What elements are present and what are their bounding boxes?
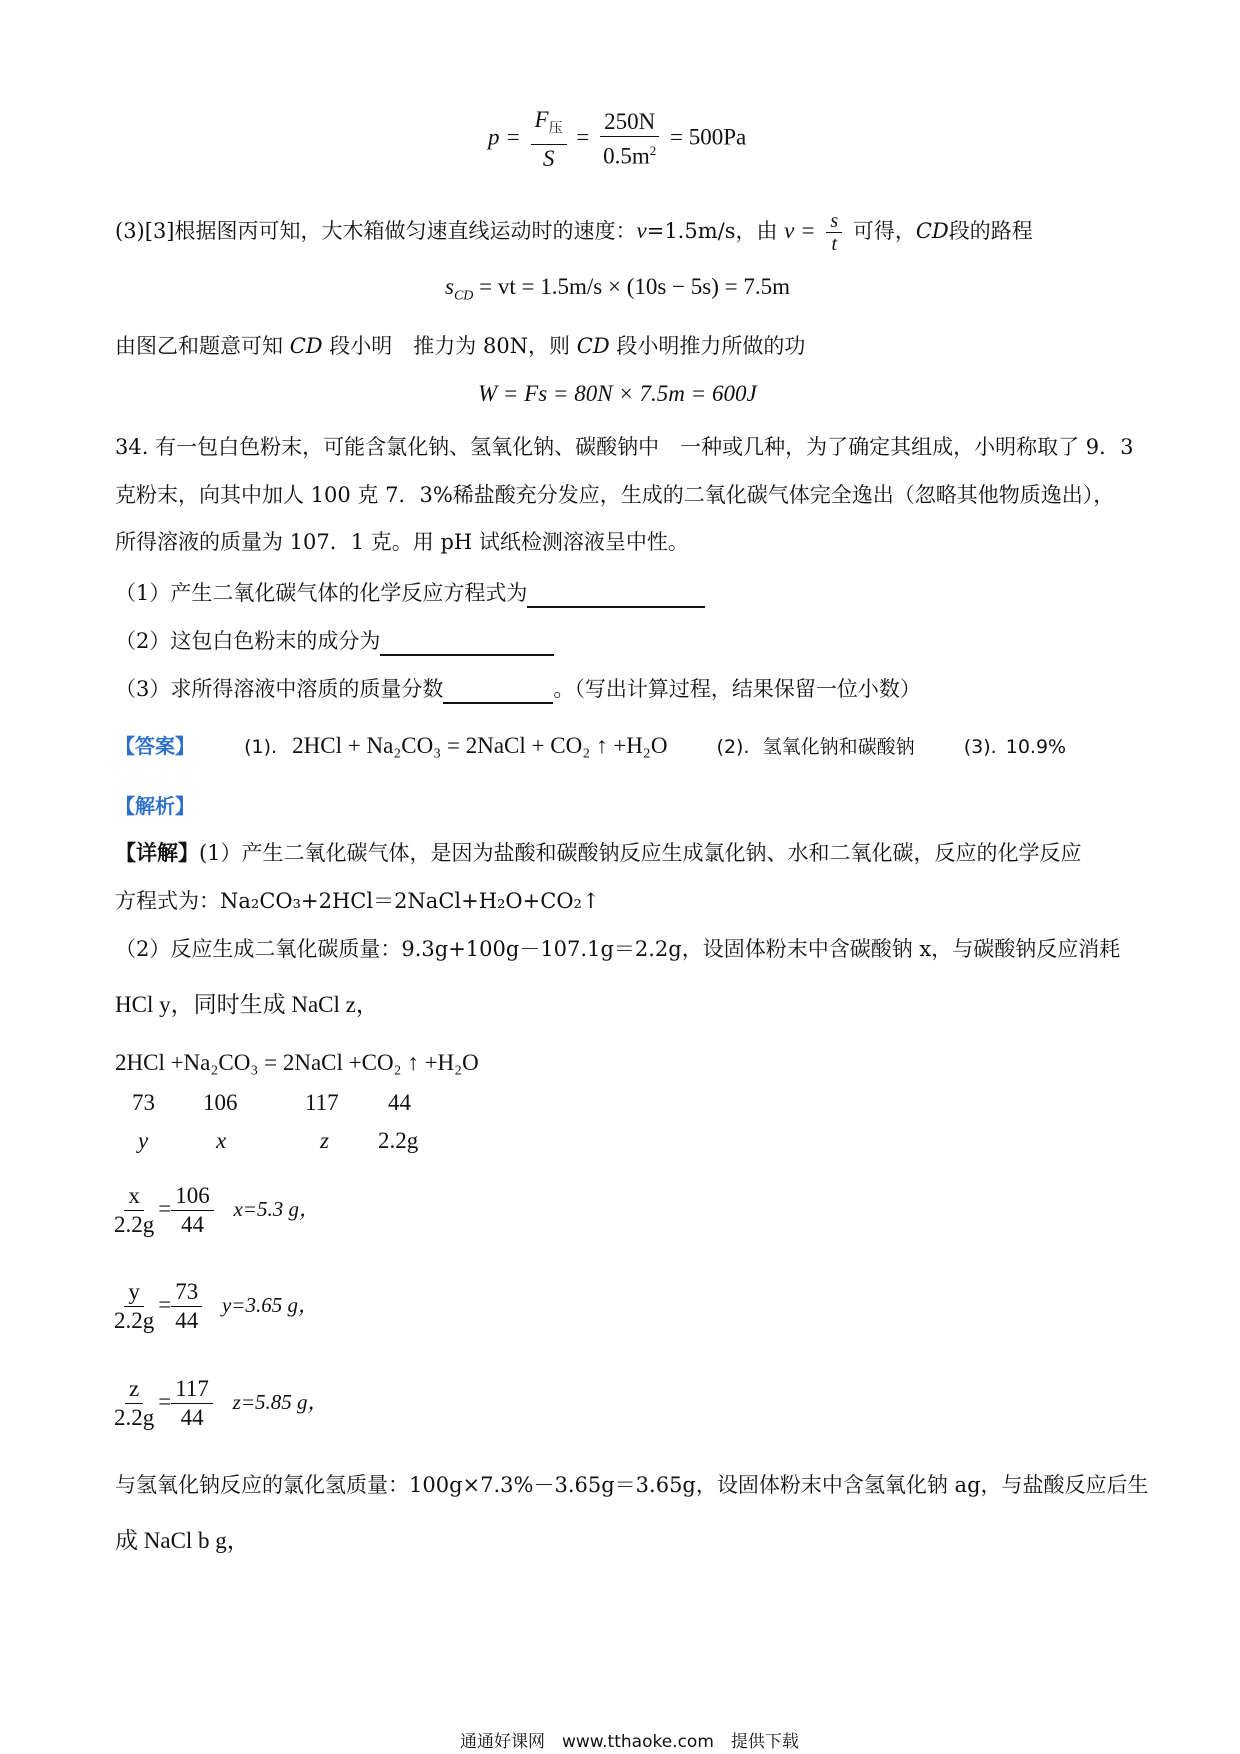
q34-sub2: （2）这包白色粉末的成分为	[115, 626, 554, 656]
answer-equation: 2HCl + Na₂CO₃ = 2NaCl + CO₂ ↑ +H₂O	[292, 733, 668, 758]
q34-sub3: （3）求所得溶液中溶质的质量分数 。（写出计算过程，结果保留一位小数）	[115, 674, 921, 704]
mass-row-2-item: 2.2g	[378, 1128, 419, 1153]
pressure-equation: p = $\frac{F_压}{S}$ = $\frac{250N}{0.5m^2}$ = 500Pa	[488, 107, 747, 171]
q34-stem-line1: 34. 有一包白色粉末，可能含氯化钠、氢氧化钠、碳酸钠中 一种或几种，为了确定其组成，小明称取了 9．3	[115, 435, 1134, 459]
q34-stem-line2: 克粉末，向其中加人 100 克 7．3%稀盐酸充分发应，生成的二氧化碳气体完全逸出（忽略其他物质逸出），	[115, 483, 1115, 507]
fraction-values: $\frac{250N}{0.5m^2}$	[599, 108, 660, 171]
mass-row-2-item: x	[216, 1128, 227, 1153]
answer-blank-3[interactable]	[443, 680, 553, 704]
q34-sub1: （1）产生二氧化碳气体的化学反应方程式为	[115, 578, 705, 608]
detail-tag: 【详解】	[115, 840, 199, 865]
mass-row-1-item: 106	[203, 1090, 238, 1115]
mass-row-2-item: y	[138, 1128, 149, 1153]
fraction-y: $\frac{y}{2.2g}$ = $\frac{73}{44}$ y=3.65 g，	[114, 1279, 319, 1333]
detail-line3: （2）反应生成二氧化碳质量：9.3g+100g－107.1g＝2.2g，设固体粉末中含碳酸钠 x，与碳酸钠反应消耗	[115, 937, 1121, 961]
detail-line1: 【详解】(1）产生二氧化碳气体，是因为盐酸和碳酸钠反应生成氯化钠、水和二氧化碳，反应的化学反应	[115, 840, 1082, 865]
page-footer: 通通好课网 www.tthaoke.com 提供下载	[460, 1732, 799, 1752]
q34-stem-line3: 所得溶液的质量为 107．1 克。用 pH 试纸检测溶液呈中性。	[115, 530, 689, 554]
line-speed: (3)[3]根据图丙可知，大木箱做匀速直线运动时的速度：v=1.5m/s，由 v = $\frac{s}{t}$ 可得，CD段的路程	[115, 210, 1033, 255]
eq-lhs: p =	[488, 124, 521, 150]
answer-line: 【答案】 (1). 2HCl + Na₂CO₃ = 2NaCl + CO₂ ↑ +H₂O (2). 氢氧化钠和碳酸钠 (3). 10.9%	[115, 733, 1067, 758]
detail-line4: HCl y，同时生成 NaCl z，	[115, 992, 379, 1017]
answer-blank-1[interactable]	[527, 584, 705, 608]
fraction-s-t: $\frac{s}{t}$	[826, 210, 842, 255]
fraction-z: $\frac{z}{2.2g}$ = $\frac{117}{44}$ z=5.85 g，	[114, 1376, 329, 1430]
line-force: 由图乙和题意可知 CD 段小明 推力为 80N，则 CD 段小明推力所做的功	[115, 334, 806, 358]
analysis-tag: 【解析】	[115, 794, 195, 818]
detail-line2: 方程式为：Na₂CO₃+2HCl＝2NaCl+H₂O+CO₂↑	[115, 889, 600, 913]
mass-row-1-item: 44	[388, 1090, 411, 1115]
work-equation: W = Fs = 80N × 7.5m = 600J	[478, 381, 757, 406]
answer-blank-2[interactable]	[380, 632, 554, 656]
fraction-x: $\frac{x}{2.2g}$ = $\frac{106}{44}$ x=5.3 g，	[114, 1183, 320, 1237]
detail-line6: 成 NaCl b g，	[115, 1528, 250, 1553]
distance-equation: $s_{CD}$ = vt = 1.5m/s × (10s − 5s) = 7.5m	[445, 274, 790, 304]
mass-row-2-item: z	[320, 1128, 329, 1153]
fraction-force-area: $\frac{F_压}{S}$	[531, 106, 567, 173]
detail-line5: 与氢氧化钠反应的氯化氢质量：100g×7.3%－3.65g＝3.65g，设固体粉末中含氢氧化钠 ag，与盐酸反应后生	[115, 1473, 1149, 1497]
answer-tag: 【答案】	[115, 734, 195, 758]
reaction-equation: 2HCl +Na₂CO₃ = 2NaCl +CO₂ ↑ +H₂O	[115, 1050, 479, 1075]
mass-row-1-item: 73	[132, 1090, 155, 1115]
mass-row-1-item: 117	[305, 1090, 339, 1115]
